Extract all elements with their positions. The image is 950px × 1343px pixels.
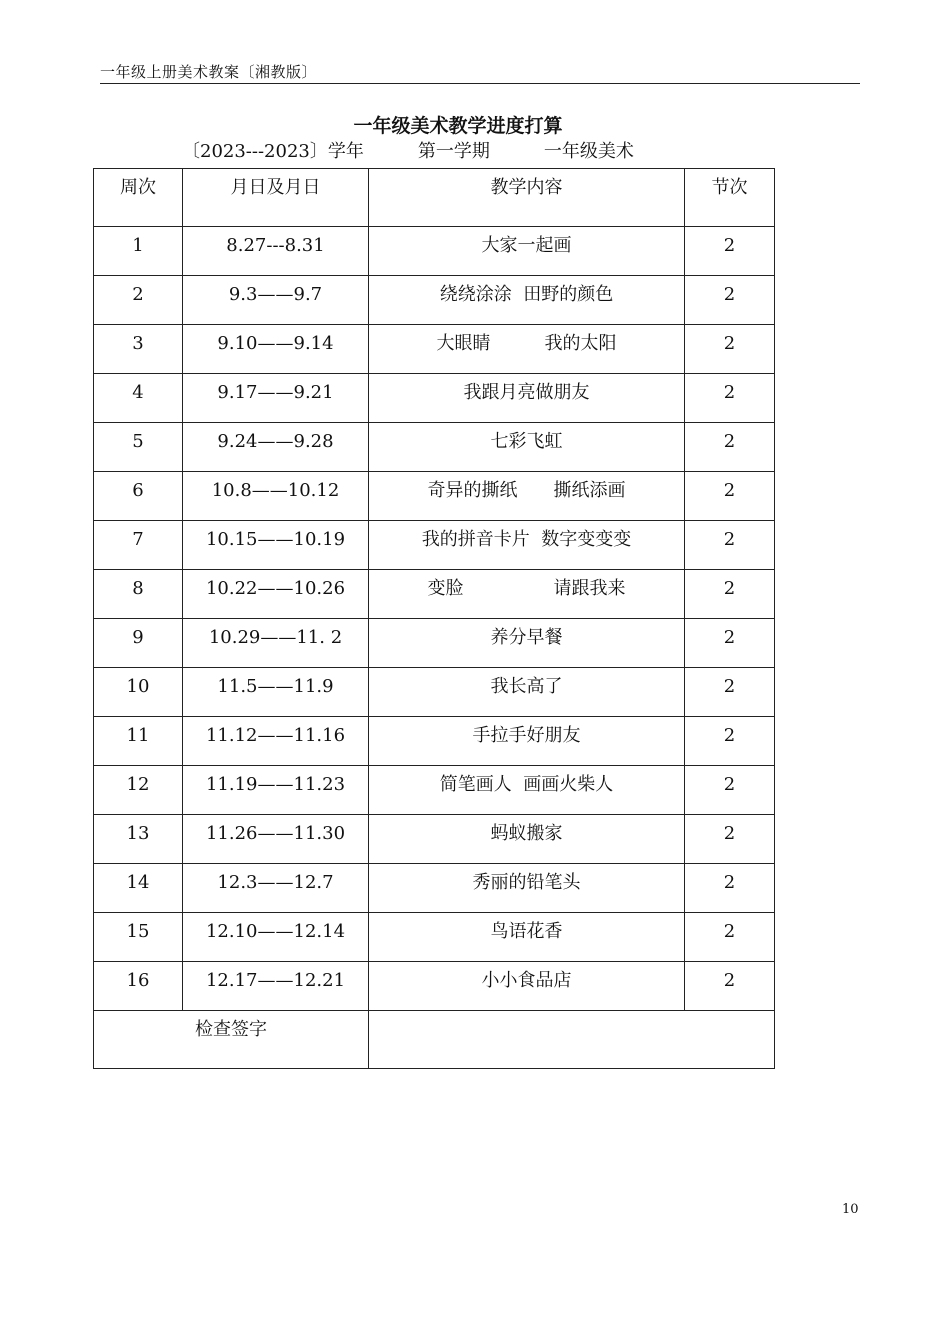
table-row — [94, 276, 775, 325]
header-week: 周次 — [94, 169, 183, 227]
cell-periods: 2 — [685, 717, 775, 766]
cell-week: 2 — [94, 276, 183, 325]
cell-dates: 12.17——12.21 — [183, 962, 369, 1011]
table-row — [94, 227, 775, 276]
cell-content: 大眼睛 我的太阳 — [369, 325, 685, 374]
cell-content: 秀丽的铅笔头 — [369, 864, 685, 913]
cell-week: 14 — [94, 864, 183, 913]
page-title: 一年级美术教学进度打算 — [353, 115, 563, 137]
page-number: 10 — [842, 1202, 859, 1217]
cell-periods: 2 — [685, 472, 775, 521]
cell-dates: 11.19——11.23 — [183, 766, 369, 815]
cell-week: 16 — [94, 962, 183, 1011]
cell-week: 15 — [94, 913, 183, 962]
cell-dates: 9.3——9.7 — [183, 276, 369, 325]
cell-periods: 2 — [685, 619, 775, 668]
signature-value — [369, 1011, 775, 1069]
cell-periods: 2 — [685, 766, 775, 815]
table-header-row — [94, 169, 775, 227]
cell-week: 13 — [94, 815, 183, 864]
cell-content: 绕绕涂涂 田野的颜色 — [369, 276, 685, 325]
table-row — [94, 815, 775, 864]
cell-week: 4 — [94, 374, 183, 423]
table-row — [94, 619, 775, 668]
cell-content: 七彩飞虹 — [369, 423, 685, 472]
signature-label: 检查签字 — [94, 1011, 369, 1069]
cell-week: 1 — [94, 227, 183, 276]
cell-dates: 9.24——9.28 — [183, 423, 369, 472]
cell-content: 变脸 请跟我来 — [369, 570, 685, 619]
header-periods: 节次 — [685, 169, 775, 227]
cell-content: 我跟月亮做朋友 — [369, 374, 685, 423]
cell-periods: 2 — [685, 962, 775, 1011]
cell-periods: 2 — [685, 815, 775, 864]
table-row — [94, 962, 775, 1011]
cell-periods: 2 — [685, 913, 775, 962]
cell-periods: 2 — [685, 423, 775, 472]
cell-dates: 10.22——10.26 — [183, 570, 369, 619]
table-row — [94, 717, 775, 766]
cell-week: 3 — [94, 325, 183, 374]
signature-row — [94, 1011, 775, 1069]
schedule-table — [93, 168, 775, 1069]
cell-periods: 2 — [685, 668, 775, 717]
cell-content: 手拉手好朋友 — [369, 717, 685, 766]
cell-periods: 2 — [685, 864, 775, 913]
table-row — [94, 374, 775, 423]
cell-dates: 10.8——10.12 — [183, 472, 369, 521]
cell-periods: 2 — [685, 325, 775, 374]
cell-content: 我的拼音卡片 数字变变变 — [369, 521, 685, 570]
cell-dates: 10.29——11. 2 — [183, 619, 369, 668]
cell-week: 7 — [94, 521, 183, 570]
cell-week: 5 — [94, 423, 183, 472]
cell-content: 奇异的撕纸 撕纸添画 — [369, 472, 685, 521]
page-subtitle: 〔2023---2023〕学年 第一学期 一年级美术 — [182, 141, 634, 162]
table-row — [94, 472, 775, 521]
cell-dates: 9.17——9.21 — [183, 374, 369, 423]
cell-week: 10 — [94, 668, 183, 717]
table-row — [94, 423, 775, 472]
table-row — [94, 521, 775, 570]
cell-week: 8 — [94, 570, 183, 619]
cell-content: 蚂蚁搬家 — [369, 815, 685, 864]
table-row — [94, 864, 775, 913]
cell-content: 简笔画人 画画火柴人 — [369, 766, 685, 815]
table-row — [94, 668, 775, 717]
cell-content: 我长高了 — [369, 668, 685, 717]
cell-periods: 2 — [685, 570, 775, 619]
running-header: 一年级上册美术教案〔湘教版〕 — [100, 62, 860, 84]
cell-week: 11 — [94, 717, 183, 766]
cell-dates: 12.3——12.7 — [183, 864, 369, 913]
cell-dates: 8.27---8.31 — [183, 227, 369, 276]
cell-dates: 12.10——12.14 — [183, 913, 369, 962]
cell-week: 12 — [94, 766, 183, 815]
header-dates: 月日及月日 — [183, 169, 369, 227]
cell-content: 鸟语花香 — [369, 913, 685, 962]
cell-dates: 11.5——11.9 — [183, 668, 369, 717]
cell-dates: 10.15——10.19 — [183, 521, 369, 570]
header-content: 教学内容 — [369, 169, 685, 227]
cell-content: 大家一起画 — [369, 227, 685, 276]
table-row — [94, 913, 775, 962]
cell-periods: 2 — [685, 521, 775, 570]
cell-week: 9 — [94, 619, 183, 668]
table-row — [94, 766, 775, 815]
cell-periods: 2 — [685, 276, 775, 325]
cell-periods: 2 — [685, 227, 775, 276]
table-row — [94, 325, 775, 374]
cell-content: 小小食品店 — [369, 962, 685, 1011]
cell-dates: 11.12——11.16 — [183, 717, 369, 766]
cell-periods: 2 — [685, 374, 775, 423]
table-row — [94, 570, 775, 619]
cell-dates: 11.26——11.30 — [183, 815, 369, 864]
cell-dates: 9.10——9.14 — [183, 325, 369, 374]
cell-week: 6 — [94, 472, 183, 521]
cell-content: 养分早餐 — [369, 619, 685, 668]
